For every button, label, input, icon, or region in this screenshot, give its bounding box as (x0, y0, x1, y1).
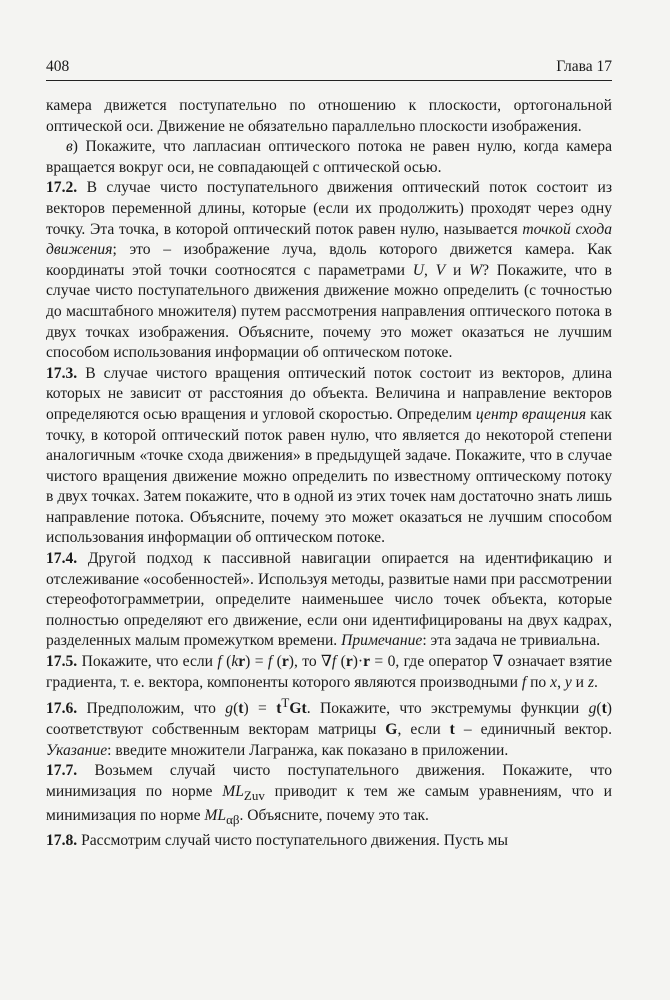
text-run: и (571, 673, 588, 691)
text-run: и (445, 261, 470, 279)
problem-number: r (345, 653, 353, 671)
text-run: ? Покажите, что в случае чисто поступательного движения движение можно определить (с точностью до масштабного множителя) путем рассмотрения направления оптического потока в двух точках изображения. Объясните, почему это может оказаться не лучшим способом использования информации об оптическом потоке. (46, 261, 612, 362)
problem-number: r (238, 653, 246, 671)
problem-number: t (276, 700, 282, 718)
problem-number: G (385, 721, 398, 738)
text-run: – единичный вектор. (454, 721, 612, 738)
problem-number: 17.5. (46, 653, 78, 671)
page-number: 408 (46, 58, 70, 75)
problem-number: t (238, 700, 244, 718)
problem-number: t (601, 700, 607, 718)
problem-number: r (363, 653, 371, 671)
text-run: y (564, 673, 572, 691)
text-run: ( (233, 700, 239, 718)
text-run: U (412, 261, 424, 279)
paragraph (46, 693, 612, 761)
text-run: В случае чисто поступательного движения оптический поток состоит из векторов переменной длины, которые (если их продолжить) проходят через одну точку. Эта точка, в которой оптический поток равен нулю, называется (46, 179, 612, 238)
text-run: в (66, 138, 73, 156)
text-run: камера движется поступательно по отношению к плоскости, ортогональной оптической оси. Движение не обязательно параллельно плоскости изображения. (46, 97, 612, 135)
problem-number: 17.8. (46, 832, 78, 850)
problem-number: Gt (289, 700, 307, 718)
text-run: ) = (245, 653, 268, 671)
text-run: ML (222, 782, 244, 800)
text-run: по (526, 673, 551, 691)
paragraph (46, 831, 612, 852)
text-run: αβ (226, 812, 240, 828)
text-run: ML (204, 807, 227, 825)
text-run: ; это – изображение луча, вдоль которого движется камера. Как координаты этой точки соотносятся с параметрами (46, 241, 612, 279)
text-run: g (225, 700, 234, 718)
text-run: Покажите, что если (77, 653, 218, 671)
chapter-title: Глава 17 (556, 58, 612, 75)
paragraph (46, 137, 612, 178)
text-run: : введите множители Лагранжа, как показано в приложении. (107, 741, 509, 759)
text-run: , если (397, 721, 450, 738)
text-run: f (217, 653, 222, 671)
problem-number: r (281, 653, 289, 671)
text-run: Предположим, что (77, 700, 226, 718)
text-run: z (587, 673, 595, 691)
text-run: = 0, где оператор ∇ означает взятие градиента, т. е. вектора, компоненты которого являются производными (46, 653, 612, 691)
text-run: Возьмем случай чисто поступательного движения. Покажите, что минимизация по норме (46, 762, 612, 800)
problem-number: t (449, 721, 455, 738)
text-run: ), то ∇ (288, 653, 332, 671)
running-header (46, 58, 612, 81)
text-run: f (521, 673, 527, 691)
text-run: f (267, 653, 273, 671)
paragraph (46, 364, 612, 549)
paragraph (46, 761, 612, 831)
text-run: ( (596, 700, 602, 718)
text-run: . (594, 673, 598, 691)
text-run: T (281, 695, 290, 711)
problem-number: 17.2. (46, 179, 78, 197)
text-run: Zuv (243, 787, 265, 803)
body-text (46, 96, 612, 852)
text-run: : эта задача не тривиальна. (422, 632, 601, 650)
problem-number: 17.4. (46, 550, 78, 568)
text-run: ) Покажите, что лапласиан оптического потока не равен нулю, когда камера вращается вокруг оси, не совпадающей с оптической осью. (46, 138, 612, 176)
paragraph (46, 178, 612, 363)
text-run: , (557, 673, 565, 691)
text-run: x (550, 673, 558, 691)
text-run: W (469, 261, 483, 279)
text-run: точкой схода движения (46, 220, 612, 259)
text-run: Другой подход к пассивной навигации опирается на идентификацию и отслеживание «особенностей». Используя методы, развитые нами при рассмотрении стереофотограмметрии, определите наименьшее число точек объекта, которые полностью определяют его движение, если они идентифицированы на двух кадрах, разделенных малым промежутком времени. (46, 550, 612, 650)
text-run: f (331, 653, 337, 671)
text-run: центр вращения (475, 405, 587, 423)
text-run: Рассмотрим случай чисто поступательного движения. Пусть мы (77, 832, 508, 850)
text-run: Примечание (341, 632, 423, 650)
text-run: ( (336, 653, 346, 671)
text-run: g (588, 700, 597, 718)
text-run: ( (221, 653, 232, 671)
text-run: ( (272, 653, 282, 671)
paragraph (46, 652, 612, 693)
paragraph-continued (46, 96, 612, 137)
text-run: . Покажите, что экстремумы функции (306, 700, 589, 718)
text-run: как точку, в которой оптический поток равен нулю, что является до некоторой степени аналогичным «точке схода движения» в предыдущей задаче. Покажите, что в случае чистого вращения движение можно определить по известному оптическому потоку в двух точках. Затем покажите, что в одной из этих точек нам достаточно знать лишь направление потока. Объясните, почему это может оказаться не лучшим способом использования информации об оптическом потоке. (46, 405, 612, 547)
text-run: В случае чистого вращения оптический поток состоит из векторов, длина которых не зависит от расстояния до объекта. Величина и направление векторов определяются осью вращения и угловой скоростью. Определим (46, 364, 612, 423)
text-run: . Объясните, почему это так. (239, 807, 429, 825)
problem-number: 17.3. (46, 364, 78, 382)
paragraph (46, 549, 612, 652)
text-run: ) = (243, 700, 277, 718)
text-run: V (435, 261, 446, 279)
text-run: )· (352, 653, 364, 671)
text-run: ) соответствуют собственным векторам матрицы (46, 700, 612, 738)
problem-number: 17.6. (46, 700, 78, 718)
text-run: приводит к тем же самым уравнениям, что и минимизация по норме (46, 782, 613, 825)
problem-number: 17.7. (46, 762, 78, 780)
text-run: Указание (46, 741, 108, 759)
text-run: k (231, 653, 239, 671)
text-run: , (423, 261, 436, 279)
